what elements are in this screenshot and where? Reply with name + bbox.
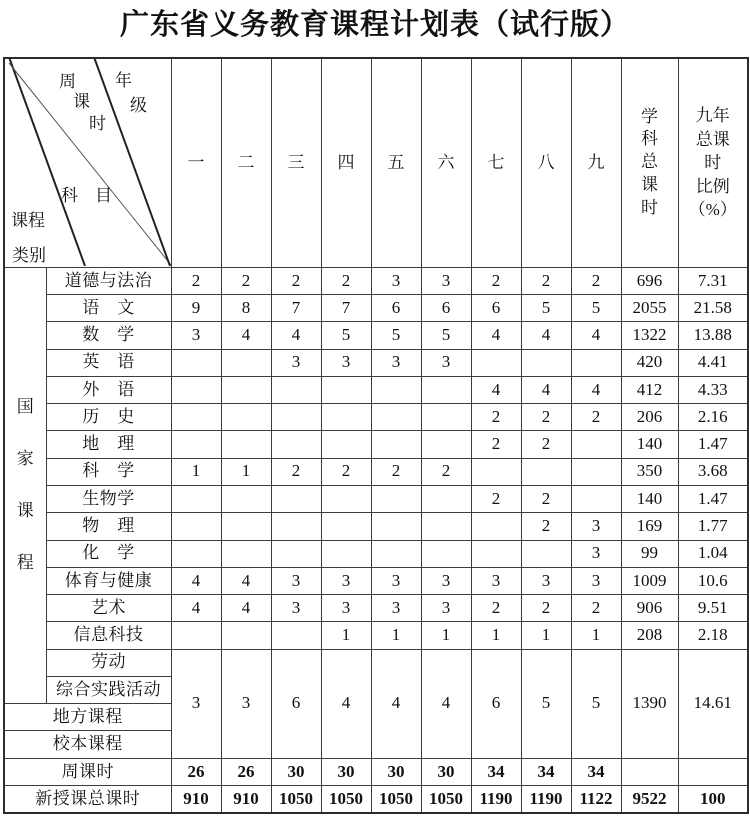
value-cell xyxy=(171,513,221,540)
corner-label-weekly-2: 课 xyxy=(73,92,90,111)
value-cell xyxy=(571,485,621,512)
value-cell xyxy=(521,540,571,567)
subject-label: 历 史 xyxy=(46,404,171,431)
value-cell: 5 xyxy=(421,322,471,349)
value-cell xyxy=(321,431,371,458)
value-cell: 8 xyxy=(221,294,271,321)
value-cell xyxy=(371,513,421,540)
value-cell: 2 xyxy=(471,485,521,512)
value-cell: 4 xyxy=(571,322,621,349)
grand-value-cell: 1190 xyxy=(471,786,521,813)
subject-label: 综合实践活动 xyxy=(46,676,171,703)
grand-value-cell: 1050 xyxy=(371,786,421,813)
value-cell: 2 xyxy=(521,513,571,540)
value-cell: 3 xyxy=(571,567,621,594)
value-cell: 3 xyxy=(371,595,421,622)
subject-label: 化 学 xyxy=(46,540,171,567)
grade-header: 六 xyxy=(421,58,471,267)
value-cell xyxy=(171,622,221,649)
grand-total-cell: 9522 xyxy=(621,786,678,813)
value-cell xyxy=(521,349,571,376)
value-cell: 2 xyxy=(471,431,521,458)
value-cell: 6 xyxy=(471,294,521,321)
value-cell xyxy=(321,540,371,567)
local-course-label: 地方课程 xyxy=(4,704,171,731)
value-cell xyxy=(221,376,271,403)
merged-value-cell: 4 xyxy=(421,649,471,758)
subject-label: 科 学 xyxy=(46,458,171,485)
weekly-value-cell: 34 xyxy=(471,758,521,785)
corner-label-category-1: 课程 xyxy=(11,211,45,230)
subject-label: 艺术 xyxy=(46,595,171,622)
value-cell xyxy=(471,349,521,376)
value-cell: 2 xyxy=(521,431,571,458)
grade-header: 九 xyxy=(571,58,621,267)
value-cell: 2 xyxy=(471,404,521,431)
value-cell: 4 xyxy=(471,322,521,349)
weekly-value-cell: 34 xyxy=(521,758,571,785)
value-cell xyxy=(371,376,421,403)
weekly-hours-label: 周课时 xyxy=(4,758,171,785)
corner-label-category-2: 类别 xyxy=(12,246,46,265)
merged-value-cell: 5 xyxy=(521,649,571,758)
corner-label-subject: 科 目 xyxy=(61,186,112,205)
merged-value-cell: 5 xyxy=(571,649,621,758)
value-cell: 2 xyxy=(171,267,221,294)
ratio-header-line: 比例 xyxy=(695,176,730,196)
grand-ratio-cell: 100 xyxy=(678,786,748,813)
value-cell xyxy=(171,404,221,431)
value-cell xyxy=(371,404,421,431)
value-cell xyxy=(271,404,321,431)
subject-label: 劳动 xyxy=(46,649,171,676)
value-cell: 6 xyxy=(421,294,471,321)
value-cell: 3 xyxy=(371,567,421,594)
subject-label: 生物学 xyxy=(46,485,171,512)
value-cell: 2 xyxy=(271,267,321,294)
weekly-value-cell: 26 xyxy=(171,758,221,785)
merged-value-cell: 6 xyxy=(271,649,321,758)
total-cell: 169 xyxy=(621,513,678,540)
value-cell: 3 xyxy=(471,567,521,594)
ratio-cell: 2.16 xyxy=(678,404,748,431)
weekly-value-cell: 26 xyxy=(221,758,271,785)
value-cell xyxy=(221,540,271,567)
value-cell: 1 xyxy=(371,622,421,649)
value-cell xyxy=(221,622,271,649)
total-cell: 412 xyxy=(621,376,678,403)
subject-label: 英 语 xyxy=(46,349,171,376)
value-cell xyxy=(221,431,271,458)
ratio-cell: 7.31 xyxy=(678,267,748,294)
subject-label: 地 理 xyxy=(46,431,171,458)
ratio-cell: 10.6 xyxy=(678,567,748,594)
weekly-value-cell: 30 xyxy=(321,758,371,785)
value-cell: 2 xyxy=(571,404,621,431)
value-cell: 3 xyxy=(321,349,371,376)
value-cell: 1 xyxy=(521,622,571,649)
value-cell xyxy=(471,458,521,485)
value-cell: 5 xyxy=(371,322,421,349)
value-cell xyxy=(371,540,421,567)
total-cell: 1322 xyxy=(621,322,678,349)
ratio-cell: 1.04 xyxy=(678,540,748,567)
total-cell: 140 xyxy=(621,485,678,512)
subject-label: 语 文 xyxy=(46,294,171,321)
value-cell: 3 xyxy=(271,595,321,622)
value-cell: 2 xyxy=(521,485,571,512)
value-cell: 2 xyxy=(271,458,321,485)
value-cell: 2 xyxy=(571,267,621,294)
weekly-value-cell: 30 xyxy=(421,758,471,785)
value-cell xyxy=(171,485,221,512)
value-cell xyxy=(171,431,221,458)
value-cell: 3 xyxy=(371,267,421,294)
value-cell: 3 xyxy=(421,349,471,376)
grand-value-cell: 1050 xyxy=(271,786,321,813)
value-cell: 1 xyxy=(421,622,471,649)
merged-value-cell: 3 xyxy=(221,649,271,758)
value-cell xyxy=(271,376,321,403)
value-cell xyxy=(421,404,471,431)
value-cell xyxy=(421,431,471,458)
ratio-cell: 1.77 xyxy=(678,513,748,540)
value-cell xyxy=(271,540,321,567)
value-cell: 4 xyxy=(521,376,571,403)
value-cell xyxy=(421,540,471,567)
value-cell xyxy=(271,513,321,540)
value-cell: 4 xyxy=(471,376,521,403)
value-cell: 5 xyxy=(321,322,371,349)
value-cell: 2 xyxy=(521,595,571,622)
value-cell: 7 xyxy=(271,294,321,321)
ratio-cell: 1.47 xyxy=(678,431,748,458)
grade-header: 一 xyxy=(171,58,221,267)
value-cell: 3 xyxy=(271,349,321,376)
value-cell xyxy=(271,622,321,649)
grand-value-cell: 910 xyxy=(171,786,221,813)
national-curriculum-label: 国家课程 xyxy=(16,397,34,573)
ratio-cell: 2.18 xyxy=(678,622,748,649)
corner-label-grade-2: 级 xyxy=(130,96,147,115)
grand-total-label: 新授课总课时 xyxy=(4,786,171,813)
subject-total-header-text: 学科总课时 xyxy=(641,106,658,218)
value-cell xyxy=(171,540,221,567)
weekly-value-cell: 30 xyxy=(371,758,421,785)
total-cell: 206 xyxy=(621,404,678,431)
ratio-cell: 21.58 xyxy=(678,294,748,321)
subject-label: 数 学 xyxy=(46,322,171,349)
value-cell: 3 xyxy=(321,595,371,622)
value-cell: 3 xyxy=(421,267,471,294)
value-cell: 2 xyxy=(471,595,521,622)
value-cell: 3 xyxy=(421,567,471,594)
value-cell: 4 xyxy=(171,567,221,594)
grade-header: 七 xyxy=(471,58,521,267)
value-cell: 3 xyxy=(571,540,621,567)
subject-total-header xyxy=(621,58,678,267)
value-cell: 4 xyxy=(221,567,271,594)
value-cell: 1 xyxy=(471,622,521,649)
value-cell: 3 xyxy=(321,567,371,594)
value-cell xyxy=(321,485,371,512)
ratio-header-line: 时 xyxy=(704,153,722,173)
value-cell xyxy=(221,349,271,376)
ratio-header-line: （%） xyxy=(688,200,737,220)
value-cell xyxy=(171,376,221,403)
weekly-value-cell: 30 xyxy=(271,758,321,785)
value-cell: 2 xyxy=(321,267,371,294)
value-cell: 1 xyxy=(171,458,221,485)
value-cell xyxy=(471,513,521,540)
corner-label-weekly-3: 时 xyxy=(89,114,106,133)
value-cell: 2 xyxy=(421,458,471,485)
weekly-total-cell xyxy=(621,758,678,785)
school-course-label: 校本课程 xyxy=(4,731,171,758)
total-cell: 420 xyxy=(621,349,678,376)
total-cell: 906 xyxy=(621,595,678,622)
value-cell: 2 xyxy=(571,595,621,622)
grade-header: 二 xyxy=(221,58,271,267)
value-cell xyxy=(571,349,621,376)
grand-value-cell: 1050 xyxy=(421,786,471,813)
value-cell: 2 xyxy=(321,458,371,485)
value-cell: 2 xyxy=(521,267,571,294)
value-cell xyxy=(321,513,371,540)
ratio-cell: 13.88 xyxy=(678,322,748,349)
diagonal-lines xyxy=(5,59,171,266)
ratio-header-line: 九年 xyxy=(695,106,730,126)
value-cell: 4 xyxy=(271,322,321,349)
value-cell: 7 xyxy=(321,294,371,321)
merged-value-cell: 4 xyxy=(321,649,371,758)
grand-value-cell: 1050 xyxy=(321,786,371,813)
value-cell xyxy=(171,349,221,376)
value-cell xyxy=(471,540,521,567)
ratio-cell: 4.33 xyxy=(678,376,748,403)
value-cell: 6 xyxy=(371,294,421,321)
weekly-ratio-cell xyxy=(678,758,748,785)
nine-year-ratio-header xyxy=(678,58,748,267)
total-cell: 1009 xyxy=(621,567,678,594)
value-cell: 4 xyxy=(571,376,621,403)
ratio-header-line: 总课 xyxy=(695,129,730,149)
value-cell: 1 xyxy=(221,458,271,485)
value-cell xyxy=(221,513,271,540)
value-cell: 3 xyxy=(271,567,321,594)
total-cell: 208 xyxy=(621,622,678,649)
total-cell: 2055 xyxy=(621,294,678,321)
value-cell xyxy=(421,485,471,512)
value-cell xyxy=(521,458,571,485)
value-cell xyxy=(421,376,471,403)
ratio-cell: 3.68 xyxy=(678,458,748,485)
value-cell: 9 xyxy=(171,294,221,321)
value-cell: 2 xyxy=(471,267,521,294)
value-cell: 4 xyxy=(171,595,221,622)
subject-label: 物 理 xyxy=(46,513,171,540)
value-cell xyxy=(271,431,321,458)
grade-header: 八 xyxy=(521,58,571,267)
grade-header: 五 xyxy=(371,58,421,267)
subject-label: 道德与法治 xyxy=(46,267,171,294)
merged-value-cell: 6 xyxy=(471,649,521,758)
grand-value-cell: 910 xyxy=(221,786,271,813)
value-cell: 2 xyxy=(521,404,571,431)
page-title: 广东省义务教育课程计划表（试行版） xyxy=(119,9,630,41)
value-cell: 3 xyxy=(521,567,571,594)
value-cell xyxy=(571,458,621,485)
corner-header-cell xyxy=(4,58,171,267)
value-cell: 2 xyxy=(371,458,421,485)
value-cell: 5 xyxy=(571,294,621,321)
curriculum-table xyxy=(3,57,749,814)
subject-label: 体育与健康 xyxy=(46,567,171,594)
grand-value-cell: 1122 xyxy=(571,786,621,813)
value-cell: 4 xyxy=(221,595,271,622)
ratio-cell: 4.41 xyxy=(678,349,748,376)
value-cell xyxy=(421,513,471,540)
value-cell xyxy=(321,404,371,431)
value-cell xyxy=(371,431,421,458)
grade-header: 三 xyxy=(271,58,321,267)
ratio-cell: 1.47 xyxy=(678,485,748,512)
value-cell: 3 xyxy=(171,322,221,349)
value-cell: 3 xyxy=(421,595,471,622)
grade-header: 四 xyxy=(321,58,371,267)
merged-value-cell: 3 xyxy=(171,649,221,758)
value-cell xyxy=(221,485,271,512)
value-cell: 1 xyxy=(321,622,371,649)
total-cell: 696 xyxy=(621,267,678,294)
total-cell: 99 xyxy=(621,540,678,567)
value-cell: 4 xyxy=(221,322,271,349)
ratio-cell: 9.51 xyxy=(678,595,748,622)
value-cell xyxy=(271,485,321,512)
grand-value-cell: 1190 xyxy=(521,786,571,813)
subject-label: 信息科技 xyxy=(46,622,171,649)
value-cell xyxy=(221,404,271,431)
value-cell xyxy=(571,431,621,458)
value-cell xyxy=(321,376,371,403)
value-cell: 2 xyxy=(221,267,271,294)
merged-value-cell: 4 xyxy=(371,649,421,758)
total-cell: 350 xyxy=(621,458,678,485)
weekly-value-cell: 34 xyxy=(571,758,621,785)
value-cell: 5 xyxy=(521,294,571,321)
corner-label-weekly-1: 周 xyxy=(59,72,76,91)
value-cell xyxy=(371,485,421,512)
national-curriculum-category-cell xyxy=(4,267,46,704)
corner-label-grade-1: 年 xyxy=(115,71,132,90)
merged-total-cell: 1390 xyxy=(621,649,678,758)
value-cell: 4 xyxy=(521,322,571,349)
merged-ratio-cell: 14.61 xyxy=(678,649,748,758)
total-cell: 140 xyxy=(621,431,678,458)
subject-label: 外 语 xyxy=(46,376,171,403)
value-cell: 3 xyxy=(371,349,421,376)
value-cell: 3 xyxy=(571,513,621,540)
value-cell: 1 xyxy=(571,622,621,649)
